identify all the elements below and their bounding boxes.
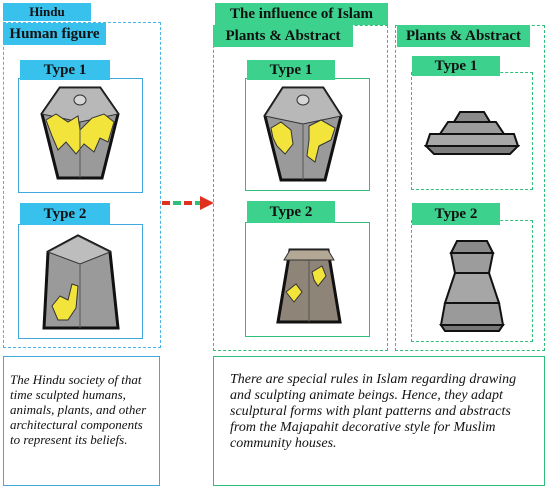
hindu-type2-ornament-image	[38, 234, 122, 334]
islam-col2-type2-label: Type 2	[412, 203, 500, 225]
human-figure-header: Human figure	[3, 23, 106, 45]
islam-col1-type1-label: Type 1	[247, 60, 335, 80]
islam-col1-type1-ornament-image	[263, 84, 343, 184]
islam-col2-type2-ornament-image	[437, 237, 507, 335]
islam-col1-type2-ornament-image	[276, 246, 342, 326]
islam-col2-type1-ornament-image	[424, 108, 520, 158]
islam-description: There are special rules in Islam regarding drawing and sculpting animate beings. Hence, they adapt sculptural forms with plant patterns and abstracts from the Majapahit decorative style for Muslim community houses.	[230, 372, 517, 451]
hindu-type1-label: Type 1	[20, 60, 110, 80]
islam-col1-type2-label: Type 2	[247, 201, 335, 223]
islam-col2-header: Plants & Abstract	[397, 25, 530, 47]
influence-arrow	[160, 194, 216, 212]
hindu-tag: Hindu	[3, 3, 91, 21]
islam-tag: The influence of Islam	[215, 3, 388, 25]
hindu-type2-label: Type 2	[20, 203, 110, 225]
hindu-description: The Hindu society of that time sculpted humans, animals, plants, and other architectural components to represent its beliefs.	[10, 372, 147, 447]
hindu-type1-ornament-image	[40, 84, 120, 182]
islam-col2-type1-label: Type 1	[412, 56, 500, 76]
islam-col1-header: Plants & Abstract	[213, 25, 353, 47]
